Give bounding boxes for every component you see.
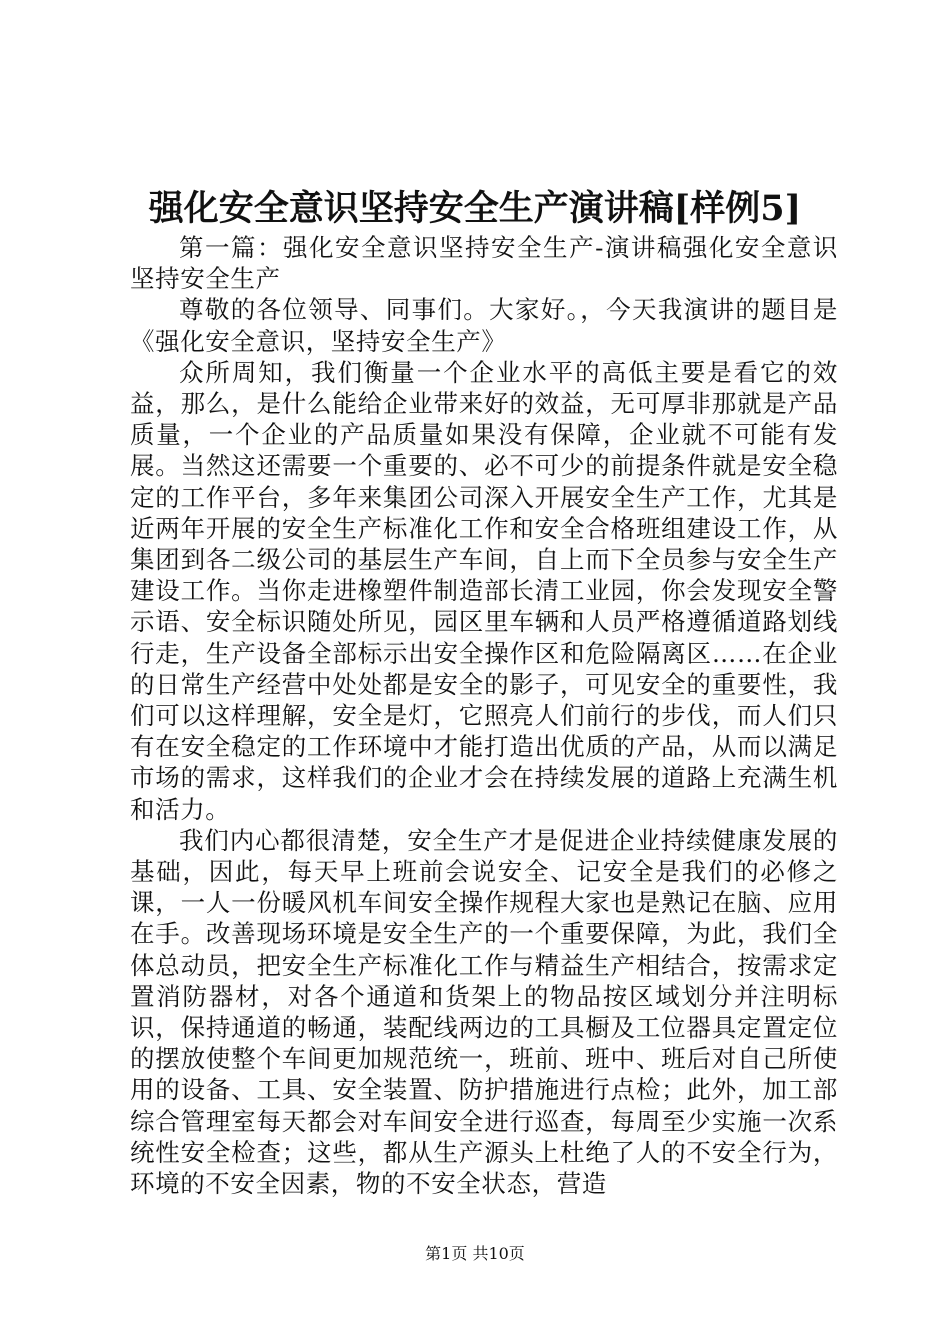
paragraph-body: 众所周知，我们衡量一个企业水平的高低主要是看它的效益，那么，是什么能给企业带来好的效益，无可厚非那就是产品质量，一个企业的产品质量如果没有保障，企业就不可能有发展。当然这还需要一个重要的、必不可少的前提条件就是安全稳定的工作平台，多年来集团公司深入开展安全生产工作，尤其是近两年开展的安全生产标准化工作和安全合格班组建设工作，从集团到各二级公司的基层生产车间，自上而下全员参与安全生产建设工作。当你走进橡塑件制造部长清工业园，你会发现安全警示语、安全标识随处所见，园区里车辆和人员严格遵循道路划线行走，生产设备全部标示出安全操作区和危险隔离区……在企业的日常生产经营中处处都是安全的影子，可见安全的重要性，我们可以这样理解，安全是灯，它照亮人们前行的步伐，而人们只有在安全稳定的工作环境中才能打造出优质的产品，从而以满足市场的需求，这样我们的企业才会在持续发展的道路上充满生机和活力。: [130, 357, 838, 824]
paragraph-greeting: 尊敬的各位领导、同事们。大家好。，今天我演讲的题目是《强化安全意识，坚持安全生产》: [130, 295, 838, 356]
page-number-footer: 第1页 共10页: [425, 1244, 525, 1263]
paragraph-body: 我们内心都很清楚，安全生产才是促进企业持续健康发展的基础，因此，每天早上班前会说安全、记安全是我们的必修之课，一人一份暖风机车间安全操作规程大家也是熟记在脑、应用在手。改善现场环境是安全生产的一个重要保障，为此，我们全体总动员，把安全生产标准化工作与精益生产相结合，按需求定置消防器材，对各个通道和货架上的物品按区域划分并注明标识，保持通道的畅通，装配线两边的工具橱及工位器具定置定位的摆放使整个车间更加规范统一，班前、班中、班后对自己所使用的设备、工具、安全装置、防护措施进行点检；此外，加工部综合管理室每天都会对车间安全进行巡查，每周至少实施一次系统性安全检查；这些，都从生产源头上杜绝了人的不安全行为，环境的不安全因素，物的不安全状态，营造: [130, 825, 838, 1199]
document-body: [130, 232, 838, 1199]
paragraph-heading: 第一篇：强化安全意识坚持安全生产-演讲稿强化安全意识坚持安全生产: [130, 233, 838, 294]
document-title: 强化安全意识坚持安全生产演讲稿[样例5]: [148, 188, 802, 229]
